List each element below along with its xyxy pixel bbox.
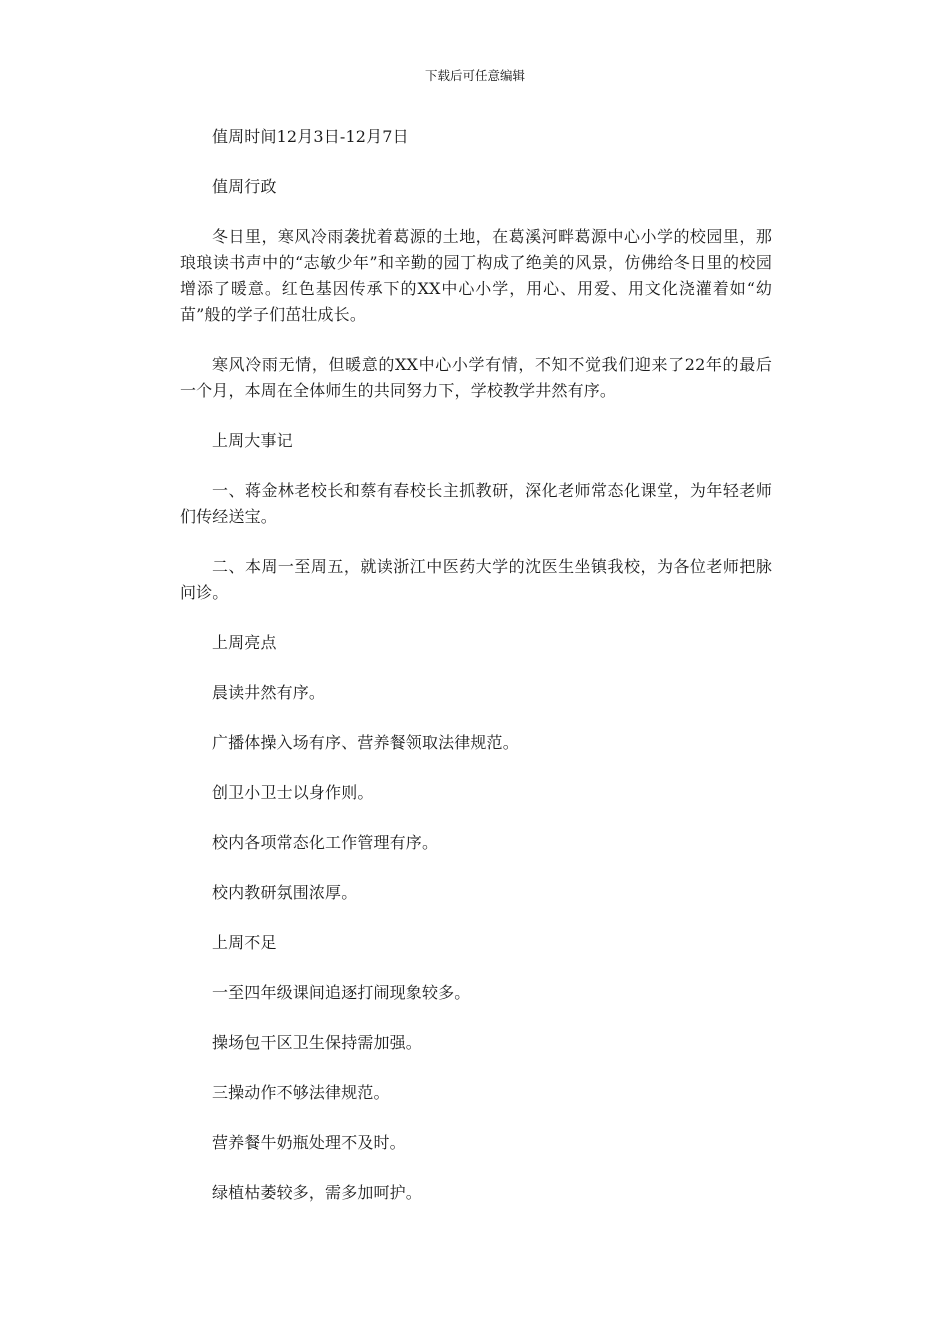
summary-paragraph: 寒风冷雨无情，但暖意的XX中心小学有情，不知不觉我们迎来了22年的最后一个月，本周在全体师生的共同努力下，学校教学井然有序。: [180, 355, 772, 400]
section-heading-events: 上周大事记: [212, 431, 293, 450]
event-item-2: 二、本周一至周五，就读浙江中医药大学的沈医生坐镇我校，为各位老师把脉问诊。: [180, 557, 772, 602]
shortcoming-item: 操场包干区卫生保持需加强。: [212, 1033, 422, 1052]
duty-time-line: 值周时间12月3日-12月7日: [212, 127, 409, 146]
shortcoming-item: 三操动作不够法律规范。: [212, 1083, 390, 1102]
shortcoming-item: 一至四年级课间追逐打闹现象较多。: [212, 983, 471, 1002]
highlight-item: 晨读井然有序。: [212, 683, 326, 702]
shortcoming-item: 营养餐牛奶瓶处理不及时。: [212, 1133, 406, 1152]
section-heading-duty-admin: 值周行政: [212, 177, 277, 196]
event-item-1: 一、蒋金林老校长和蔡有春校长主抓教研，深化老师常态化课堂，为年轻老师们传经送宝。: [180, 481, 772, 526]
intro-paragraph: 冬日里，寒风冷雨袭扰着葛源的土地，在葛溪河畔葛源中心小学的校园里，那琅琅读书声中的“志敏少年”和辛勤的园丁构成了绝美的风景，仿佛给冬日里的校园增添了暖意。红色基因传承下的XX中心小学，用心、用爱、用文化浇灌着如“幼苗”般的学子们茁壮成长。: [180, 227, 772, 324]
page-header: 下载后可任意编辑: [424, 68, 525, 83]
highlight-item: 广播体操入场有序、营养餐领取法律规范。: [212, 733, 519, 752]
document-body: [180, 124, 772, 1230]
highlight-item: 创卫小卫士以身作则。: [212, 783, 374, 802]
highlight-item: 校内教研氛围浓厚。: [212, 883, 358, 902]
highlight-item: 校内各项常态化工作管理有序。: [212, 833, 439, 852]
section-heading-highlights: 上周亮点: [212, 633, 277, 652]
shortcoming-item: 绿植枯萎较多，需多加呵护。: [212, 1183, 422, 1202]
section-heading-shortcomings: 上周不足: [212, 933, 277, 952]
